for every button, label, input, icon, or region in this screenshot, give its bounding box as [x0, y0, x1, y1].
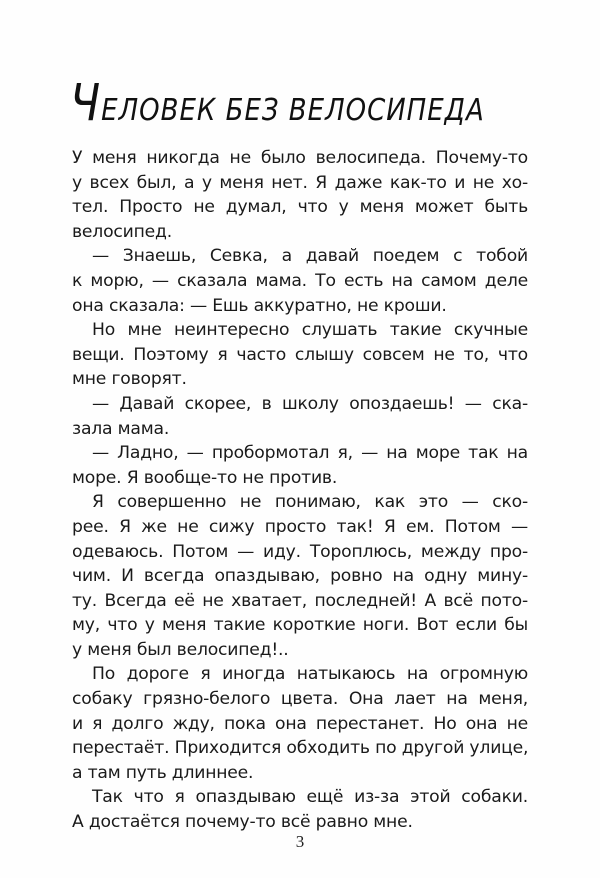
- chapter-body: [72, 146, 528, 835]
- text-line: чим. И всегда опаздываю, ровно на одну мину-: [72, 566, 528, 587]
- text-line: рее. Я же не сижу просто так! Я ем. Потом —: [72, 516, 528, 537]
- text-line: а там путь длиннее.: [72, 762, 254, 783]
- text-line: Так что я опаздываю ещё из-за этой собаки.: [92, 787, 528, 808]
- text-line: и я долго жду, пока она перестанет. Но она не: [72, 713, 528, 734]
- chapter-title: [70, 74, 485, 133]
- text-line: велосипед.: [72, 221, 172, 242]
- text-line: у меня был велосипед!..: [72, 639, 289, 660]
- text-line: к морю, — сказала мама. То есть на самом деле: [72, 270, 528, 291]
- text-line: Но мне неинтересно слушать такие скучные: [92, 320, 528, 341]
- text-line: Я совершенно не понимаю, как это — ско-: [92, 492, 528, 513]
- text-line: тел. Просто не думал, что у меня может быть: [72, 197, 528, 218]
- text-line: мне говорят.: [72, 369, 187, 390]
- text-line: собаку грязно-белого цвета. Она лает на меня,: [72, 689, 528, 710]
- text-line: А достаётся почему-то всё равно мне.: [72, 812, 413, 833]
- text-line: — Знаешь, Севка, а давай поедем с тобой: [92, 246, 528, 267]
- page-number: 3: [295, 832, 305, 851]
- text-line: она сказала: — Ешь аккуратно, не кроши.: [72, 295, 447, 316]
- text-line: одеваюсь. Потом — иду. Тороплюсь, между про-: [72, 541, 528, 562]
- text-line: ту. Всегда её не хватает, последней! А всё пото-: [72, 590, 528, 611]
- chapter-title-rest: ЕЛОВЕК БЕЗ ВЕЛОСИПЕДА: [101, 93, 485, 129]
- text-line: му, что у меня такие короткие ноги. Вот если бы: [72, 615, 528, 636]
- text-line: — Ладно, — пробормотал я, — на море так на: [92, 443, 528, 464]
- text-line: перестаёт. Приходится обходить по другой улице,: [72, 738, 529, 759]
- chapter-title-initial: Ч: [70, 74, 102, 133]
- text-line: У меня никогда не было велосипеда. Почему-то: [72, 148, 528, 168]
- text-line: — Давай скорее, в школу опоздаешь! — ска-: [92, 393, 528, 414]
- text-line: По дороге я иногда натыкаюсь на огромную: [92, 664, 528, 685]
- text-line: вещи. Поэтому я часто слышу совсем не то, что: [72, 344, 528, 365]
- text-line: море. Я вообще-то не против.: [72, 467, 338, 488]
- text-line: зала мама.: [72, 418, 170, 439]
- text-line: у всех был, а у меня нет. Я даже как-то и не хо-: [72, 172, 528, 193]
